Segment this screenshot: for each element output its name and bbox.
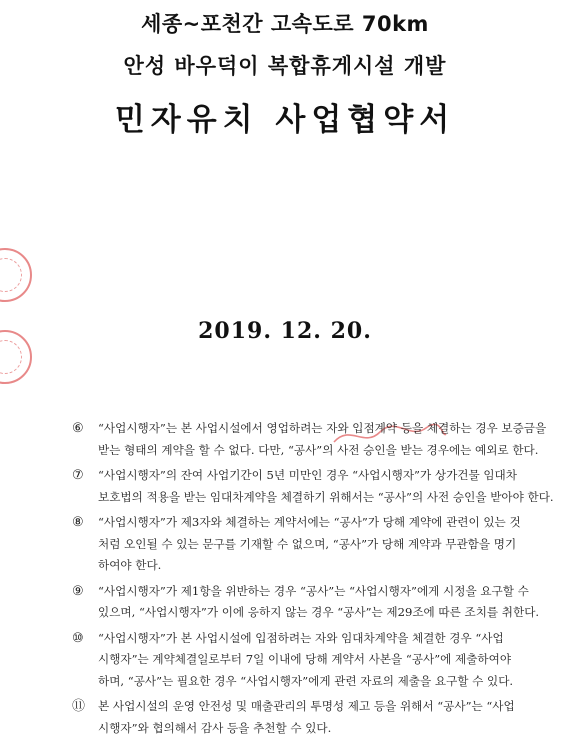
clause-text-line: 받는 형태의 계약을 할 수 없다. 다만, “공사”의 사전 승인을 받는 경우에는 예외로 한다. [98,442,539,457]
clause-item [72,512,552,577]
clause-text-line: “사업시행자”가 제3자와 체결하는 계약서에는 “공사”가 당해 계약에 관련이 있는 것 [98,515,521,529]
clause-text-line: 하며, “공사”는 필요한 경우 “사업시행자”에게 관련 자료의 제출을 요구할 수 있다. [98,673,514,688]
clause-item [72,696,552,739]
clause-text-line: 시행자”와 협의해서 감사 등을 추천할 수 있다. [98,720,332,735]
clause-number: ⑨ [72,583,84,599]
seal-stamp-icon [0,248,32,302]
clause-text-line: 보호법의 적용을 받는 임대차계약을 체결하기 위해서는 “공사”의 사전 승인을 받아야 한다. [98,489,554,504]
clause-number: ⑪ [72,699,86,714]
clause-item [72,628,552,693]
clause-item [72,465,552,508]
clause-text-line: “사업시행자”의 잔여 사업기간이 5년 미만인 경우 “사업시행자”가 상가건물 임대차 [98,468,517,482]
clause-text-line: 하여야 한다. [98,558,162,572]
clause-list [72,418,552,743]
document-title: 민자유치 사업협약서 [114,102,456,138]
clause-item [72,418,552,461]
clause-text-line: “사업시행자”가 제1항을 위반하는 경우 “공사”는 “사업시행자”에게 시정을 요구할 수 [98,583,529,598]
clause-text-line: 본 사업시설의 운영 안전성 및 매출관리의 투명성 제고 등을 위해서 “공사”는 “사업 [98,699,515,713]
agreement-date: 2019. 12. 20. [198,318,372,344]
document-title-line-1: 세종~포천간 고속도로 70km [141,12,429,36]
clause-number: ⑦ [72,468,84,483]
clause-number: ⑥ [72,421,84,436]
clause-text-line: “사업시행자”가 본 사업시설에 입점하려는 자와 임대차계약을 체결한 경우 “사업 [98,630,504,645]
clause-text-line: 있으며, “사업시행자”가 이에 응하지 않는 경우 “공사”는 제29조에 따른 조치를 취한다. [98,605,540,619]
clause-text-line: 처럼 오인될 수 있는 문구를 기재할 수 없으며, “공사”가 당해 계약과 무관함을 명기 [98,536,517,551]
document-title-line-2: 안성 바우덕이 복합휴게시설 개발 [123,54,447,78]
clause-number: ⑩ [72,630,84,646]
clause-text-line: “사업시행자”는 본 사업시설에서 영업하려는 자와 입점계약 등을 체결하는 경우 보증금을 [98,421,547,435]
clause-number: ⑧ [72,515,84,530]
clause-item [72,581,552,624]
clause-text-line: 시행자”는 계약체결일로부터 7일 이내에 당해 계약서 사본을 “공사”에 제출하여야 [98,652,512,666]
